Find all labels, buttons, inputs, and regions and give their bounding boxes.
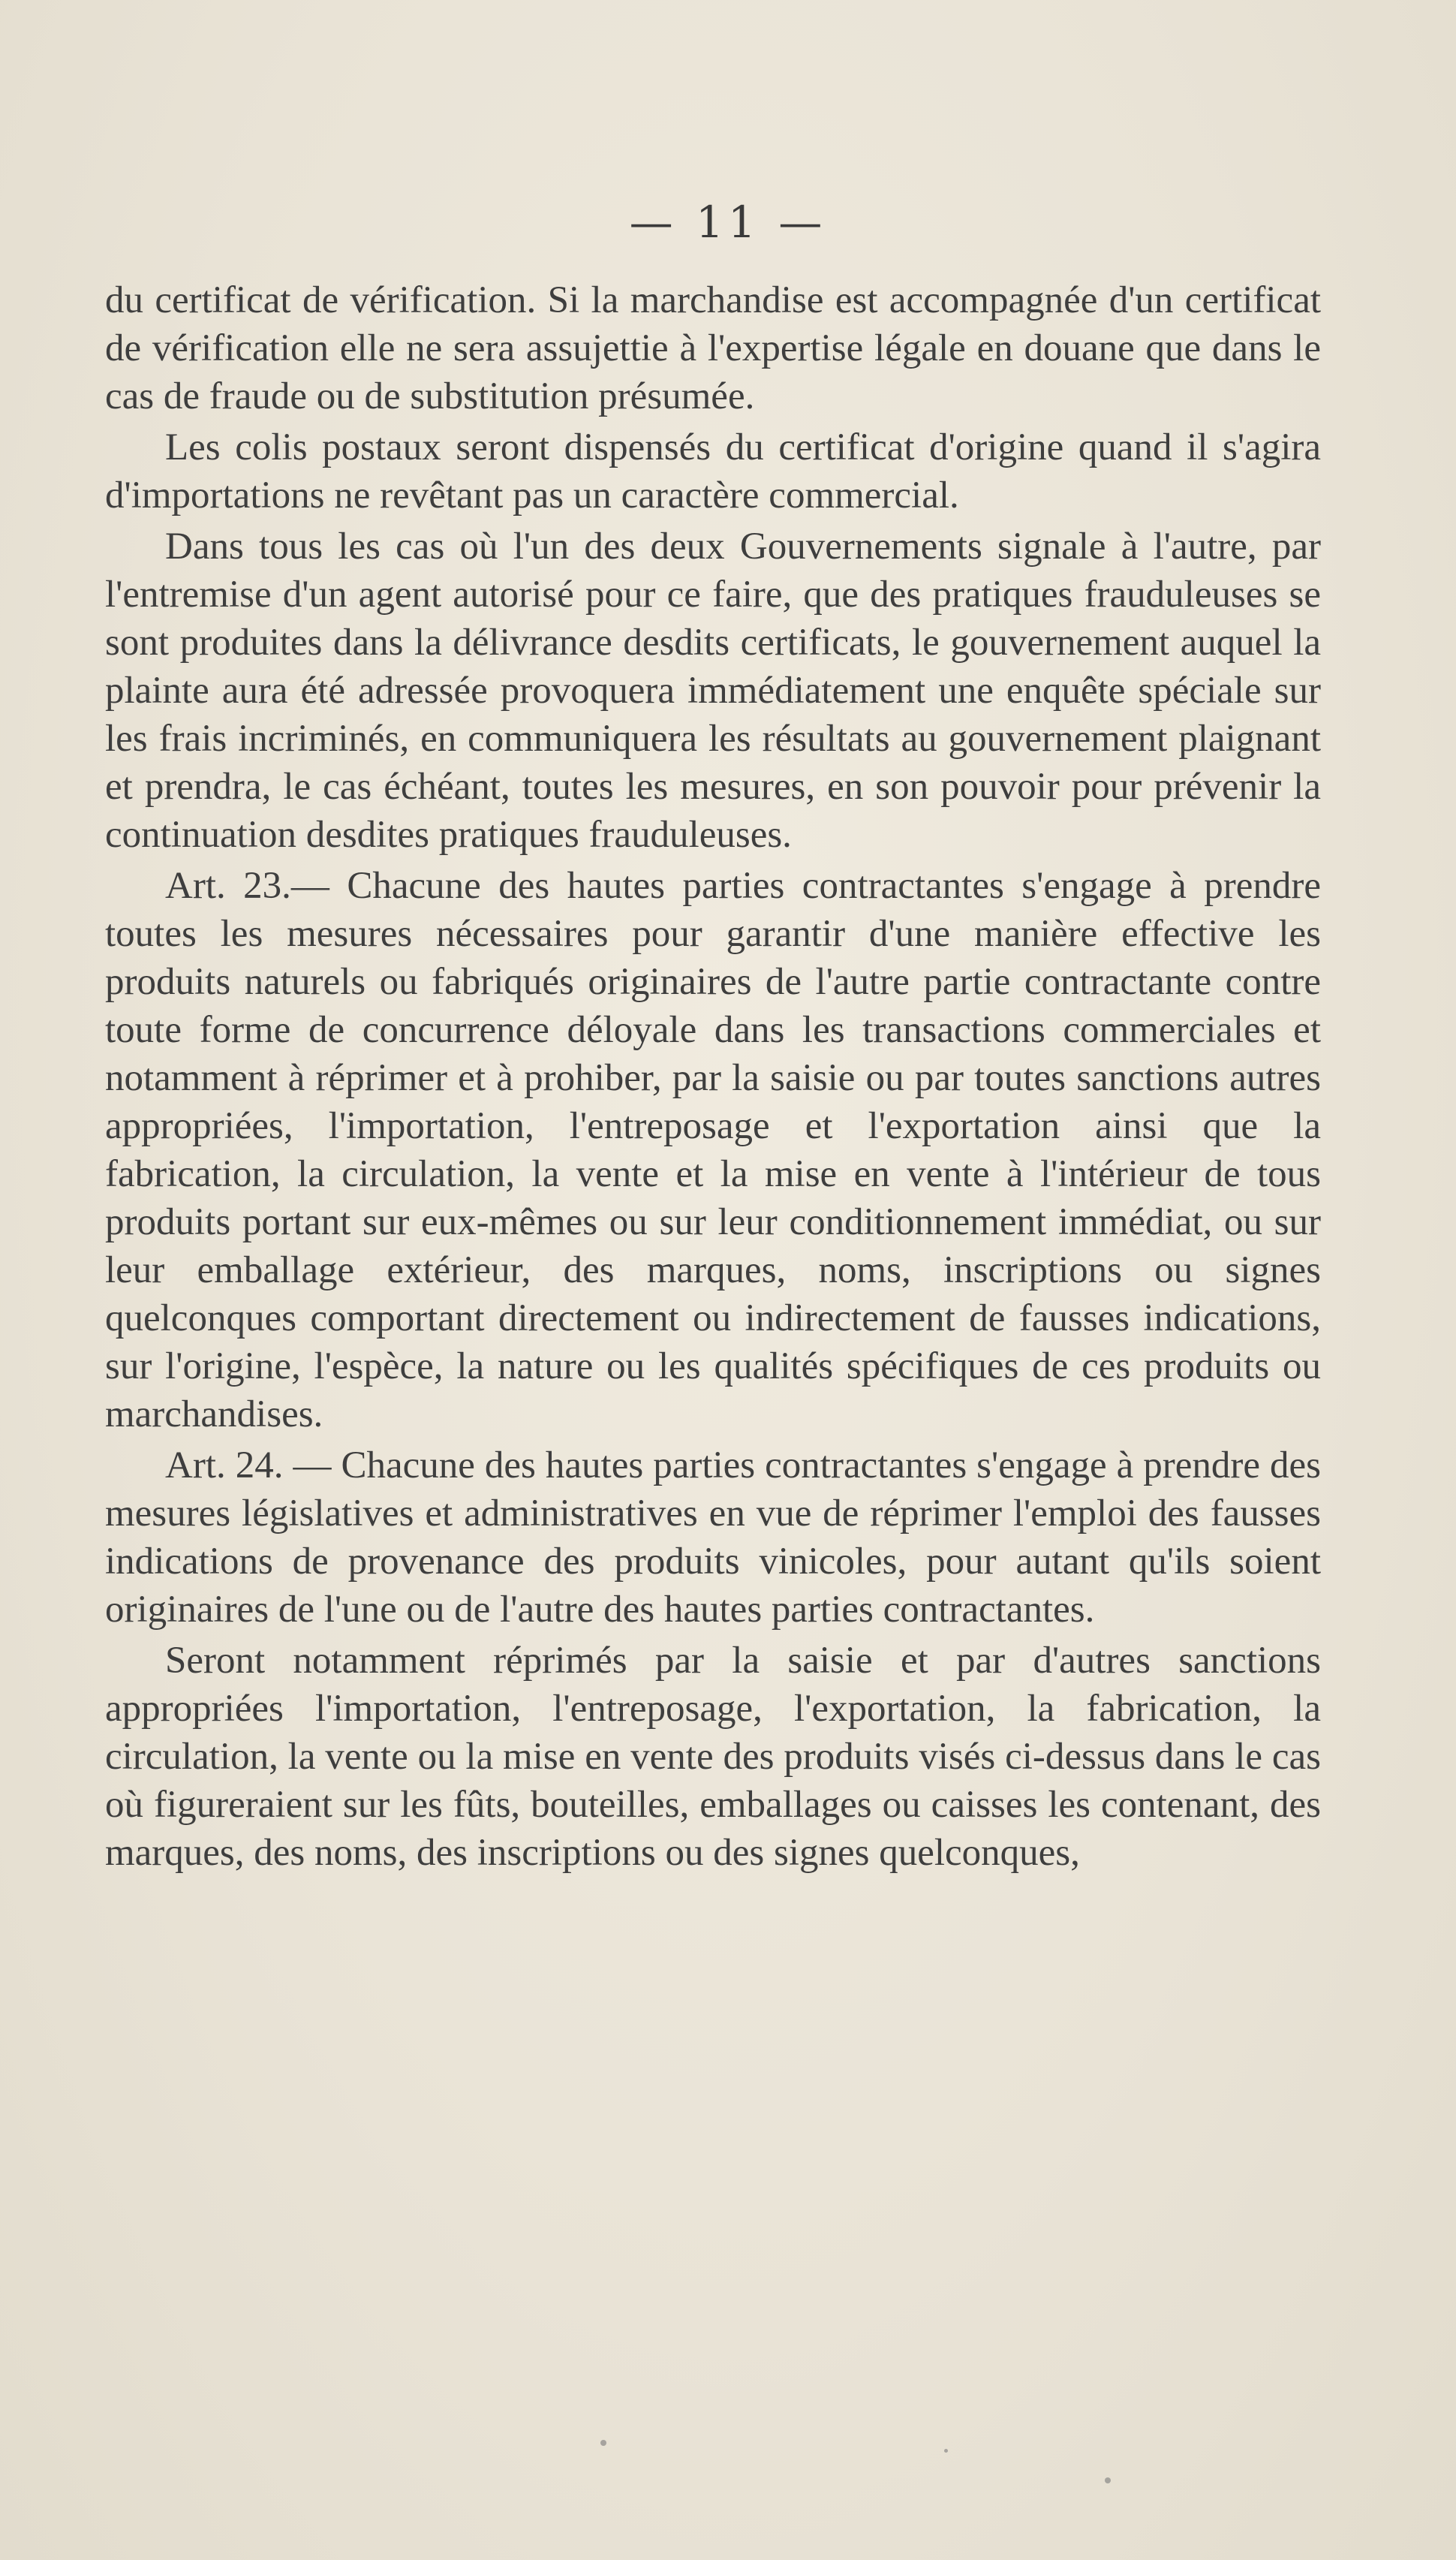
paper-speck: [1105, 2477, 1111, 2483]
body-text: [105, 276, 1321, 1877]
paper-speck: [944, 2449, 948, 2453]
article-23: Art. 23.— Chacune des hautes parties contractantes s'engage à prendre toutes les mesures nécessaires pour garantir d'une manière effective les produits naturels ou fabriqués originaires de l'autre partie contractante contre toute forme de concurrence déloyale dans les transactions commerciales et notamment à réprimer et à prohiber, par la saisie ou par toutes sanctions autres appropriées, l'importation, l'entreposage et l'exportation ainsi que la fabrication, la circulation, la vente et la mise en vente à l'intérieur de tous produits portant sur eux-mêmes ou sur leur conditionnement immédiat, ou sur leur emballage extérieur, des marques, noms, inscriptions ou signes quelconques comportant directement ou indirectement de fausses indications, sur l'origine, l'espèce, la nature ou les qualités spécifiques de ces produits ou marchandises.: [105, 865, 1321, 1435]
paragraph-continuation: du certificat de vérification. Si la marchandise est accompagnée d'un certificat de vérification elle ne sera assujettie à l'expertise légale en douane que dans le cas de fraude ou de substitution présumée.: [105, 279, 1321, 417]
paragraph-pratiques-frauduleuses: Dans tous les cas où l'un des deux Gouvernements signale à l'autre, par l'entremise d'un agent autorisé pour ce faire, que des pratiques frauduleuses se sont produites dans la délivrance desdits certificats, le gouvernement auquel la plainte aura été adressée provoquera immédiatement une enquête spéciale sur les frais incriminés, en communiquera les résultats au gouvernement plaignant et prendra, le cas échéant, toutes les mesures, en son pouvoir pour prévenir la continuation desdites pratiques frauduleuses.: [105, 526, 1321, 856]
page-number: — 11 —: [629, 197, 827, 248]
paragraph-sanctions: Seront notamment réprimés par la saisie et par d'autres sanctions appropriées l'importation, l'entreposage, l'exportation, la fabrication, la circulation, la vente ou la mise en vente des produits visés ci-dessus dans le cas où figureraient sur les fûts, bouteilles, emballages ou caisses les contenant, des marques, des noms, des inscriptions ou des signes quelconques,: [105, 1640, 1321, 1874]
paper-speck: [600, 2440, 606, 2446]
paragraph-colis-postaux: Les colis postaux seront dispensés du certificat d'origine quand il s'agira d'importations ne revêtant pas un caractère commercial.: [105, 426, 1321, 517]
article-24: Art. 24. — Chacune des hautes parties contractantes s'engage à prendre des mesures législatives et administratives en vue de réprimer l'emploi des fausses indications de provenance des produits vinicoles, pour autant qu'ils soient originaires de l'une ou de l'autre des hautes parties contractantes.: [105, 1444, 1321, 1631]
